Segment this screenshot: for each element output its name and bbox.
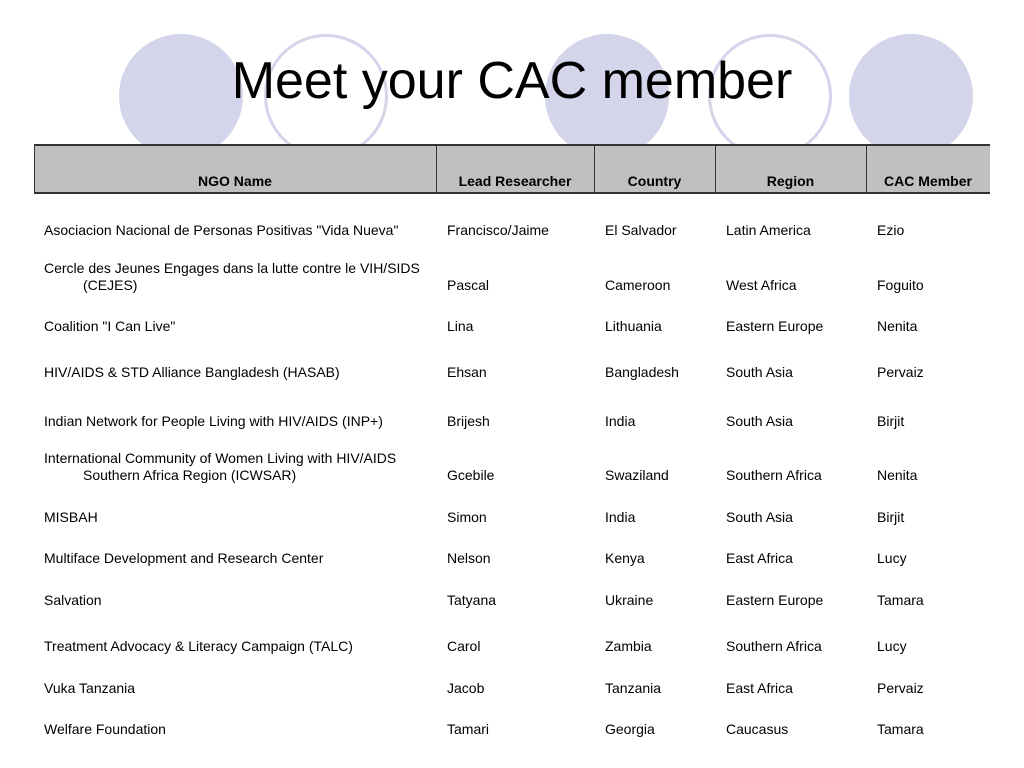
cac-member-cell: Nenita bbox=[877, 318, 918, 334]
region-cell: Southern Africa bbox=[726, 467, 822, 483]
ngo-name-cell: Cercle des Jeunes Engages dans la lutte contre le VIH/SIDS (CEJES) bbox=[44, 260, 420, 293]
country-cell: Kenya bbox=[605, 550, 645, 566]
cac-member-cell: Ezio bbox=[877, 222, 905, 238]
region-cell: Caucasus bbox=[726, 721, 789, 737]
header-country: Country bbox=[627, 173, 682, 189]
country-cell: Cameroon bbox=[605, 277, 671, 293]
cac-member-cell: Pervaiz bbox=[877, 364, 924, 380]
region-cell: Eastern Europe bbox=[726, 592, 824, 608]
lead-researcher-cell: Simon bbox=[447, 509, 487, 525]
country-cell: Swaziland bbox=[605, 467, 669, 483]
lead-researcher-cell: Jacob bbox=[447, 680, 485, 696]
lead-researcher-cell: Ehsan bbox=[447, 364, 487, 380]
cac-member-cell: Birjit bbox=[877, 413, 905, 429]
region-cell: Southern Africa bbox=[726, 638, 822, 654]
lead-researcher-cell: Brijesh bbox=[447, 413, 490, 429]
country-cell: Georgia bbox=[605, 721, 655, 737]
region-cell: West Africa bbox=[726, 277, 797, 293]
lead-researcher-cell: Francisco/Jaime bbox=[447, 222, 549, 238]
ngo-name-cell: Salvation bbox=[44, 592, 102, 608]
ngo-name-cell: Asociacion Nacional de Personas Positivas "Vida Nueva" bbox=[44, 222, 399, 238]
ngo-name-cell: Vuka Tanzania bbox=[44, 680, 136, 696]
lead-researcher-cell: Lina bbox=[447, 318, 474, 334]
cac-member-cell: Tamara bbox=[877, 592, 924, 608]
header-region: Region bbox=[766, 173, 815, 189]
country-cell: Zambia bbox=[605, 638, 652, 654]
header-lead-researcher: Lead Researcher bbox=[458, 173, 572, 189]
region-cell: East Africa bbox=[726, 680, 793, 696]
header-cac-member: CAC Member bbox=[884, 173, 972, 189]
cac-member-cell: Pervaiz bbox=[877, 680, 924, 696]
cac-member-cell: Nenita bbox=[877, 467, 918, 483]
region-cell: South Asia bbox=[726, 509, 793, 525]
region-cell: South Asia bbox=[726, 364, 793, 380]
ngo-name-cell: Welfare Foundation bbox=[44, 721, 166, 737]
lead-researcher-cell: Carol bbox=[447, 638, 481, 654]
region-cell: Eastern Europe bbox=[726, 318, 824, 334]
region-cell: South Asia bbox=[726, 413, 793, 429]
ngo-name-cell: HIV/AIDS & STD Alliance Bangladesh (HASAB) bbox=[44, 364, 340, 380]
country-cell: India bbox=[605, 509, 636, 525]
header-ngo-name: NGO Name bbox=[198, 173, 272, 189]
cac-member-cell: Lucy bbox=[877, 638, 907, 654]
lead-researcher-cell: Gcebile bbox=[447, 467, 495, 483]
cac-member-cell: Birjit bbox=[877, 509, 905, 525]
region-cell: Latin America bbox=[726, 222, 811, 238]
cac-member-cell: Lucy bbox=[877, 550, 907, 566]
lead-researcher-cell: Pascal bbox=[447, 277, 490, 293]
cac-member-cell: Foguito bbox=[877, 277, 924, 293]
ngo-name-cell: MISBAH bbox=[44, 509, 98, 525]
ngo-name-cell: Indian Network for People Living with HIV/AIDS (INP+) bbox=[44, 413, 383, 429]
ngo-name-cell: International Community of Women Living with HIV/AIDS Southern Africa Region (ICWSAR) bbox=[44, 450, 397, 483]
country-cell: India bbox=[605, 413, 636, 429]
country-cell: Ukraine bbox=[605, 592, 654, 608]
country-cell: El Salvador bbox=[605, 222, 677, 238]
ngo-name-cell: Multiface Development and Research Center bbox=[44, 550, 324, 566]
region-cell: East Africa bbox=[726, 550, 793, 566]
country-cell: Bangladesh bbox=[605, 364, 679, 380]
cac-member-cell: Tamara bbox=[877, 721, 924, 737]
lead-researcher-cell: Nelson bbox=[447, 550, 491, 566]
ngo-name-cell: Coalition "I Can Live" bbox=[44, 318, 176, 334]
country-cell: Tanzania bbox=[605, 680, 662, 696]
ngo-name-cell: Treatment Advocacy & Literacy Campaign (TALC) bbox=[44, 638, 353, 654]
lead-researcher-cell: Tatyana bbox=[447, 592, 497, 608]
country-cell: Lithuania bbox=[605, 318, 662, 334]
slide-title: Meet your CAC member bbox=[231, 52, 793, 110]
lead-researcher-cell: Tamari bbox=[447, 721, 490, 737]
